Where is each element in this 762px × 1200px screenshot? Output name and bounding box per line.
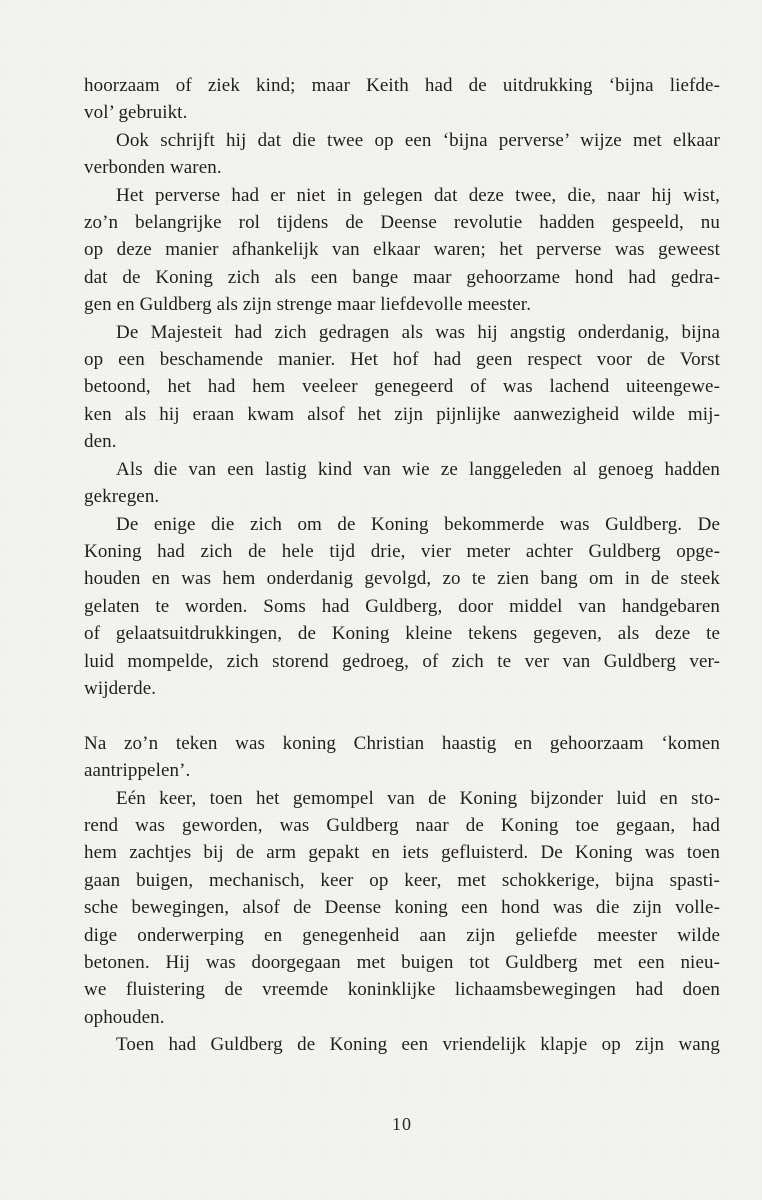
page-number: 10 (392, 1114, 412, 1134)
text-line: wijderde. (84, 677, 157, 699)
text-line: betoond, het had hem veeleer genegeerd of was lachend uiteengewe- (84, 376, 720, 398)
text-line: vol’ gebruikt. (84, 102, 188, 124)
text-line: Eén keer, toen het gemompel van de Koning bijzonder luid en sto- (116, 787, 720, 809)
text-line: zo’n belangrijke rol tijdens de Deense revolutie hadden gespeeld, nu (84, 212, 720, 234)
text-line: rend was geworden, was Guldberg naar de Koning toe gegaan, had (84, 814, 720, 836)
text-line: Ook schrijft hij dat die twee op een ‘bijna perverse’ wijze met elkaar (116, 129, 720, 151)
text-line: den. (84, 431, 117, 453)
paragraph (84, 511, 720, 703)
text-line: Na zo’n teken was koning Christian haastig en gehoorzaam ‘komen (84, 732, 720, 754)
text-line: we fluistering de vreemde koninklijke lichaamsbewegingen had doen (84, 979, 720, 1001)
paragraph (84, 785, 720, 1032)
text-line: verbonden waren. (84, 157, 222, 179)
text-line: Toen had Guldberg de Koning een vriendelijk klapje op zijn wang (116, 1034, 720, 1056)
text-line: houden en was hem onderdanig gevolgd, zo te zien bang om in de steek (84, 568, 720, 590)
text-line: hem zachtjes bij de arm gepakt en iets gefluisterd. De Koning was toen (84, 842, 720, 864)
page-text (84, 72, 720, 1059)
paragraph (84, 319, 720, 456)
text-line: dat de Koning zich als een bange maar gehoorzame hond had gedra- (84, 266, 720, 288)
paragraph (84, 456, 720, 511)
text-line: op een beschamende manier. Het hof had geen respect voor de Vorst (84, 349, 720, 371)
text-line: gelaten te worden. Soms had Guldberg, door middel van handgebaren (84, 595, 720, 617)
text-line: betonen. Hij was doorgegaan met buigen tot Guldberg met een nieu- (84, 951, 720, 973)
text-line: dige onderwerping en genegenheid aan zijn geliefde meester wilde (84, 924, 720, 946)
text-line: gen en Guldberg als zijn strenge maar liefdevolle meester. (84, 294, 532, 316)
text-line: ken als hij eraan kwam alsof het zijn pijnlijke aanwezigheid wilde mij- (84, 403, 720, 425)
text-line: Koning had zich de hele tijd drie, vier meter achter Guldberg opge- (84, 540, 720, 562)
text-line: sche bewegingen, alsof de Deense koning een hond was die zijn volle- (84, 897, 720, 919)
text-line: hoorzaam of ziek kind; maar Keith had de uitdrukking ‘bijna liefde- (84, 75, 720, 96)
text-line: op deze manier afhankelijk van elkaar waren; het perverse was geweest (84, 239, 720, 261)
text-line: De Majesteit had zich gedragen als was hij angstig onderdanig, bijna (116, 321, 720, 343)
text-line: aantrippelen’. (84, 760, 191, 782)
text-line: Als die van een lastig kind van wie ze langgeleden al genoeg hadden (116, 458, 720, 480)
paragraph (84, 127, 720, 182)
text-line: gaan buigen, mechanisch, keer op keer, met schokkerige, bijna spasti- (84, 869, 720, 891)
text-line: Het perverse had er niet in gelegen dat deze twee, die, naar hij wist, (116, 184, 720, 206)
text-line: De enige die zich om de Koning bekommerde was Guldberg. De (116, 513, 720, 535)
paragraph (84, 730, 720, 785)
paragraph (84, 72, 720, 127)
paragraph (84, 1031, 720, 1058)
text-line: ophouden. (84, 1006, 165, 1028)
text-line: of gelaatsuitdrukkingen, de Koning kleine tekens gegeven, als deze te (84, 623, 720, 645)
text-line: gekregen. (84, 486, 160, 508)
paragraph (84, 182, 720, 319)
text-line: luid mompelde, zich storend gedroeg, of zich te ver van Guldberg ver- (84, 650, 720, 672)
